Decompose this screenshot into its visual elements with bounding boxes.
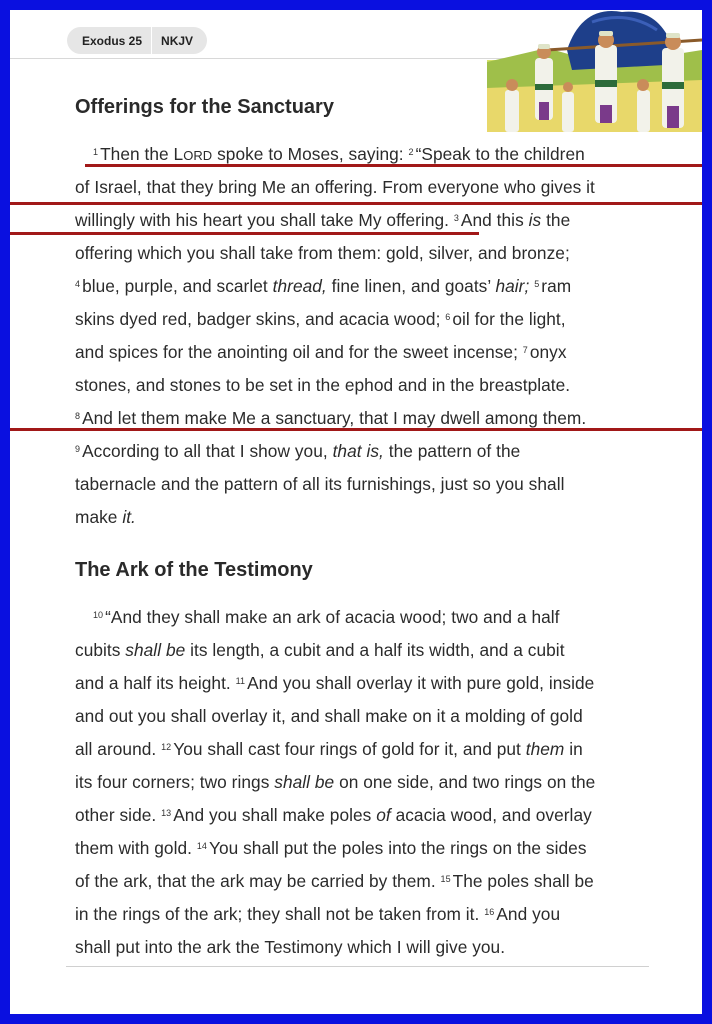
verse-text: You shall cast four rings of gold for it, and put <box>173 739 526 759</box>
italic-text: shall be <box>274 772 335 792</box>
verse-line <box>75 871 594 892</box>
verse-text: According to all that I show you, <box>82 441 333 461</box>
verse-line <box>75 507 136 528</box>
verse-line <box>75 243 570 264</box>
verse-text: fine linen, and goats’ <box>326 276 496 296</box>
verse-text: Then the <box>100 144 174 164</box>
verse-number: 4 <box>75 279 81 289</box>
version-selector[interactable]: NKJV <box>161 33 194 48</box>
highlight-underline <box>10 202 702 205</box>
verse-text: ram <box>541 276 572 296</box>
verse-line <box>75 772 595 793</box>
verse-text: spoke to Moses, saying: <box>212 144 409 164</box>
verse-line <box>75 177 595 198</box>
verse-number: 2 <box>408 147 414 157</box>
section-heading: The Ark of the Testimony <box>75 559 313 581</box>
verse-text: “And they shall make an ark of acacia wood; two and a half <box>105 607 560 627</box>
verse-number: 7 <box>522 345 528 355</box>
verse-line <box>75 838 587 859</box>
verse-text: blue, purple, and scarlet <box>82 276 273 296</box>
verse-text: cubits <box>75 640 126 660</box>
highlight-underline <box>10 428 702 431</box>
verse-number: 15 <box>440 874 451 884</box>
verse-number: 12 <box>161 742 172 752</box>
verse-line <box>75 706 583 727</box>
verse-line <box>93 144 585 165</box>
highlight-underline <box>85 164 702 167</box>
highlight-underline <box>10 232 479 235</box>
verse-text: oil for the light, <box>452 309 566 329</box>
verse-text: and spices for the anointing oil and for the sweet incense; <box>75 342 523 362</box>
verse-text: make <box>75 507 123 527</box>
italic-text: of <box>376 805 391 825</box>
verse-text: its length, a cubit and a half its width, and a cubit <box>185 640 565 660</box>
verse-number: 8 <box>75 411 81 421</box>
verse-text: on one side, and two rings on the <box>334 772 596 792</box>
verse-number: 11 <box>235 676 246 686</box>
verse-text: shall put into the ark the Testimony which I will give you. <box>75 937 506 957</box>
italic-text: it. <box>122 507 136 527</box>
verse-text: them with gold. <box>75 838 197 858</box>
verse-line <box>75 408 586 429</box>
bible-illustration <box>487 10 702 132</box>
verse-text: other side. <box>75 805 162 825</box>
verse-line <box>75 375 570 396</box>
italic-text: them <box>525 739 565 759</box>
verse-text: acacia wood, and overlay <box>390 805 592 825</box>
italic-text: is <box>528 210 542 230</box>
chapter-selector[interactable]: Exodus 25 <box>82 33 143 48</box>
verse-line <box>75 210 570 231</box>
verse-text: You shall put the poles into the rings on the sides <box>208 838 587 858</box>
verse-line <box>75 441 520 462</box>
verse-text: the <box>541 210 571 230</box>
verse-text: its four corners; two rings <box>75 772 275 792</box>
verse-text: And you shall make poles <box>173 805 377 825</box>
verse-number: 5 <box>534 279 540 289</box>
verse-text: and out you shall overlay it, and shall make on it a molding of gold <box>75 706 583 726</box>
verse-text: The poles shall be <box>452 871 594 891</box>
verse-line <box>75 673 594 694</box>
verse-text: of Israel, that they bring Me an offering. From everyone who gives it <box>75 177 595 197</box>
verse-text: And let them make Me a sanctuary, that I may dwell among them. <box>82 408 587 428</box>
verse-text: of the ark, that the ark may be carried by them. <box>75 871 441 891</box>
verse-text: “Speak to the children <box>415 144 585 164</box>
verse-text: offering which you shall take from them: gold, silver, and bronze; <box>75 243 570 263</box>
verse-line <box>75 640 565 661</box>
italic-text: shall be <box>125 640 186 660</box>
verse-number: 13 <box>161 808 172 818</box>
verse-line <box>75 937 505 958</box>
verse-text: And you shall overlay it with pure gold, inside <box>247 673 595 693</box>
verse-text: the pattern of the <box>383 441 521 461</box>
verse-number: 9 <box>75 444 81 454</box>
verse-text: onyx <box>529 342 567 362</box>
verse-line <box>75 474 564 495</box>
verse-text: in the rings of the ark; they shall not be taken from it. <box>75 904 485 924</box>
italic-text: that is, <box>332 441 384 461</box>
verse-text: and a half its height. <box>75 673 236 693</box>
verse-number: 6 <box>445 312 451 322</box>
chapter-version-selector[interactable] <box>67 27 207 54</box>
verse-line <box>75 276 571 297</box>
reader-page <box>10 10 702 1014</box>
verse-line <box>75 309 566 330</box>
verse-number: 16 <box>484 907 495 917</box>
verse-number: 1 <box>93 147 99 157</box>
verse-text: skins dyed red, badger skins, and acacia wood; <box>75 309 446 329</box>
italic-text: hair; <box>495 276 530 296</box>
verse-text: willingly with his heart you shall take My offering. <box>75 210 454 230</box>
verse-text: stones, and stones to be set in the ephod and in the breastplate. <box>75 375 571 395</box>
verse-number: 14 <box>196 841 207 851</box>
verse-line <box>75 342 567 363</box>
verse-number: 10 <box>93 610 104 620</box>
verse-line <box>75 904 560 925</box>
verse-line <box>93 607 560 628</box>
italic-text: thread, <box>272 276 327 296</box>
verse-text: tabernacle and the pattern of all its furnishings, just so you shall <box>75 474 565 494</box>
verse-text: And this <box>460 210 529 230</box>
section-heading: Offerings for the Sanctuary <box>75 96 334 118</box>
verse-text: in <box>564 739 583 759</box>
footer-divider <box>66 966 649 967</box>
small-caps-text: LORD <box>173 144 213 164</box>
verse-line <box>75 805 592 826</box>
verse-text: all around. <box>75 739 162 759</box>
verse-text: And you <box>496 904 561 924</box>
verse-line <box>75 739 583 760</box>
verse-number: 3 <box>453 213 459 223</box>
